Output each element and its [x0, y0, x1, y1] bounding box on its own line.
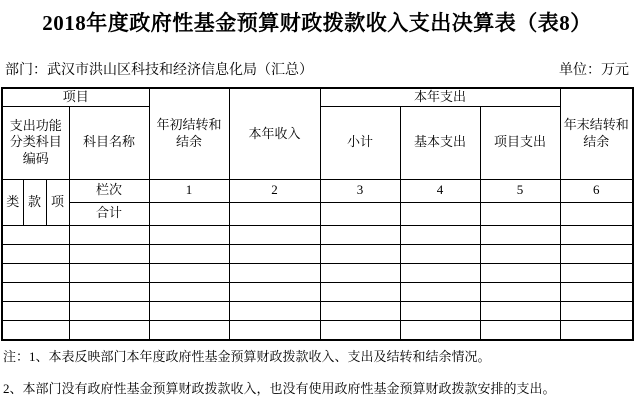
total-value-cell	[480, 202, 560, 225]
notes-section	[3, 348, 631, 397]
column-index-cell: 6	[560, 179, 633, 202]
unit-label: 单位：万元	[559, 63, 629, 78]
empty-cell	[480, 225, 560, 244]
empty-cell	[400, 225, 480, 244]
empty-cell	[149, 263, 229, 282]
empty-cell	[320, 225, 400, 244]
total-value-cell	[320, 202, 400, 225]
table-body	[2, 88, 633, 340]
page-title: 2018年度政府性基金预算财政拨款收入支出决算表（表8）	[42, 11, 592, 35]
empty-cell	[560, 282, 633, 301]
empty-cell	[320, 320, 400, 340]
empty-cell	[320, 301, 400, 320]
table-row-empty	[2, 282, 633, 301]
department-label: 部门：武汉市洪山区科技和经济信息化局（汇总）	[5, 63, 313, 78]
empty-cell	[229, 301, 320, 320]
empty-cell	[2, 263, 69, 282]
column-index-row	[2, 179, 633, 202]
empty-cell	[69, 320, 149, 340]
empty-cell	[2, 244, 69, 263]
empty-cell	[149, 225, 229, 244]
empty-cell	[229, 320, 320, 340]
empty-cell	[480, 244, 560, 263]
empty-cell	[69, 225, 149, 244]
empty-cell	[69, 301, 149, 320]
empty-cell	[229, 263, 320, 282]
empty-cell	[69, 244, 149, 263]
empty-cell	[400, 320, 480, 340]
empty-cell	[229, 282, 320, 301]
header-code-item: 项	[46, 179, 69, 225]
header-basic-expenditure: 基本支出	[400, 106, 480, 179]
empty-cell	[560, 225, 633, 244]
empty-cell	[560, 301, 633, 320]
empty-cell	[149, 301, 229, 320]
header-code-section: 款	[23, 179, 46, 225]
empty-cell	[480, 320, 560, 340]
header-subtotal: 小计	[320, 106, 400, 179]
empty-cell	[560, 320, 633, 340]
column-index-cell: 4	[400, 179, 480, 202]
note-2: 2、本部门没有政府性基金预算财政拨款收入，也没有使用政府性基金预算财政拨款安排的支出。	[3, 380, 556, 396]
header-code-category: 类	[2, 179, 23, 225]
header-ending-carryover: 年末结转和结余	[560, 88, 633, 179]
empty-cell	[229, 244, 320, 263]
empty-cell	[69, 263, 149, 282]
empty-cell	[2, 282, 69, 301]
total-row	[2, 202, 633, 225]
empty-cell	[2, 225, 69, 244]
header-row-groups	[2, 88, 633, 106]
meta-row	[5, 62, 629, 80]
header-project-expenditure: 项目支出	[480, 106, 560, 179]
empty-cell	[320, 282, 400, 301]
column-index-cell: 3	[320, 179, 400, 202]
empty-cell	[320, 263, 400, 282]
empty-cell	[400, 263, 480, 282]
total-value-cell	[400, 202, 480, 225]
empty-cell	[480, 301, 560, 320]
empty-cell	[560, 263, 633, 282]
header-current-expenditure-group: 本年支出	[320, 88, 560, 106]
header-subject-name: 科目名称	[69, 106, 149, 179]
table-row-empty	[2, 244, 633, 263]
empty-cell	[149, 320, 229, 340]
table-row-empty	[2, 263, 633, 282]
empty-cell	[2, 301, 69, 320]
empty-cell	[320, 244, 400, 263]
header-beginning-carryover: 年初结转和结余	[149, 88, 229, 179]
total-value-cell	[229, 202, 320, 225]
note-1: 注：1、本表反映部门本年度政府性基金预算财政拨款收入、支出及结转和结余情况。	[3, 348, 491, 364]
empty-cell	[560, 244, 633, 263]
total-value-cell	[560, 202, 633, 225]
empty-cell	[480, 263, 560, 282]
empty-cell	[69, 282, 149, 301]
empty-cell	[400, 301, 480, 320]
empty-cell	[149, 282, 229, 301]
table-row-empty	[2, 320, 633, 340]
row-index-label-cell: 栏次	[69, 179, 149, 202]
header-project-group: 项目	[2, 88, 149, 106]
total-value-cell	[149, 202, 229, 225]
header-function-code: 支出功能分类科目编码	[2, 106, 69, 179]
table-row-empty	[2, 225, 633, 244]
column-index-cell: 5	[480, 179, 560, 202]
empty-cell	[400, 244, 480, 263]
total-row-label-cell: 合计	[69, 202, 149, 225]
empty-cell	[149, 244, 229, 263]
budget-table	[1, 87, 634, 341]
header-current-income: 本年收入	[229, 88, 320, 179]
empty-cell	[400, 282, 480, 301]
column-index-cell: 1	[149, 179, 229, 202]
empty-cell	[229, 225, 320, 244]
table-row-empty	[2, 301, 633, 320]
empty-cell	[2, 320, 69, 340]
column-index-cell: 2	[229, 179, 320, 202]
empty-cell	[480, 282, 560, 301]
